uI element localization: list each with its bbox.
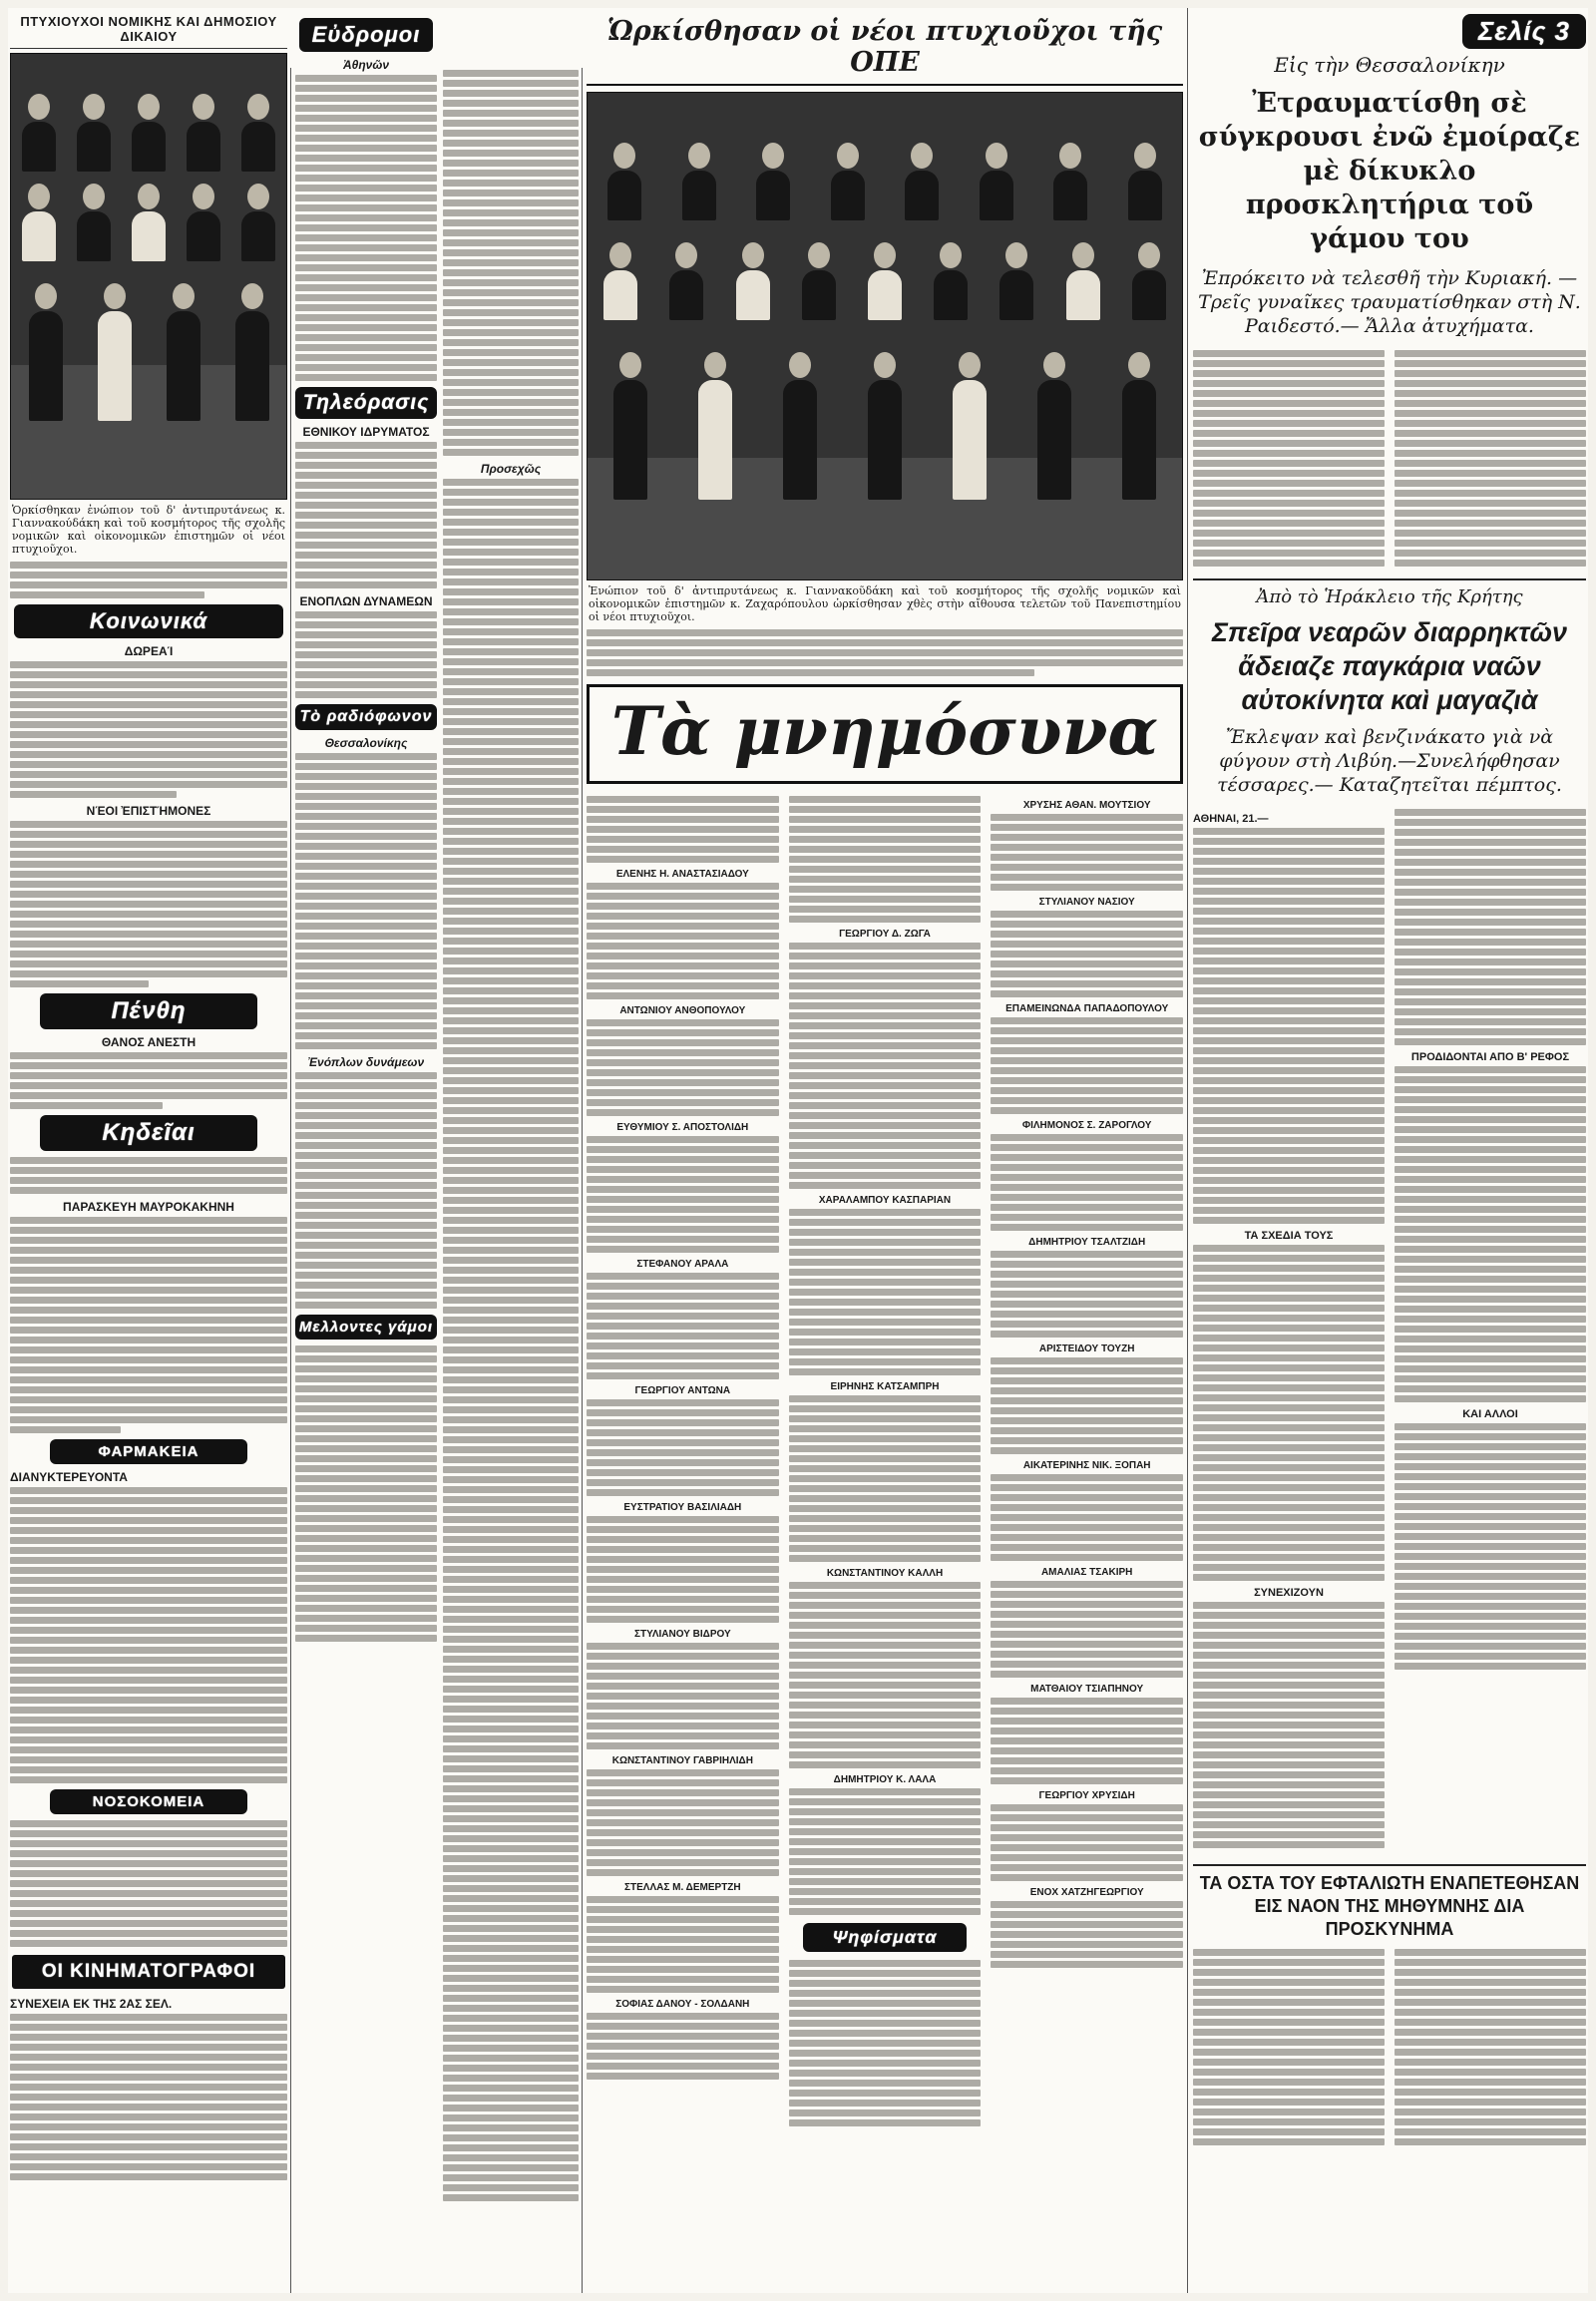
column-rule: [1187, 8, 1188, 2293]
center-photo-title: Ὡρκίσθησαν οἱ νέοι πτυχιοῦχοι τῆς ΟΠΕ: [587, 8, 1183, 86]
memorial-name: ΑΙΚΑΤΕΡΙΝΗΣ ΝΙΚ. ΞΟΠΑΗ: [1022, 1460, 1151, 1471]
column-third: [443, 68, 579, 2207]
column-rule: [290, 68, 291, 2293]
deck-burglars: Ἔκλεψαν καὶ βενζινάκατο γιὰ νὰ φύγουν στὴ Λιβύη.—Συνελήφθησαν τέσσαρες.— Καταζητεῖται πέμπτος.: [1217, 726, 1562, 796]
section-sub: Ἀθηνῶν: [342, 58, 390, 72]
subhead: ΠΡΟΔΙΔΟΝΤΑΙ ΑΠΟ Β' ΡΕΦΟΣ: [1410, 1051, 1570, 1063]
memorial-name: ΕΙΡΗΝΗΣ ΚΑΤΣΑΜΠΡΗ: [830, 1381, 940, 1392]
photo-caption-center: Ἐνώπιον τοῦ δ' ἀντιπρυτάνεως κ. Γιαννακοῦδάκη καὶ τοῦ κοσμήτορος τῆς σχολῆς νομικῶν καὶ οἰκονομικῶν ἐπιστημῶν κ. Ζαχαρόπουλου ὡρκίσθησαν χθὲς στὴν αἴθουσα τελετῶν τοῦ Πανεπιστημίου οἱ νέοι πτυχιοῦχοι.: [589, 584, 1181, 623]
section-sub: ΔΩΡΕΑΊ: [124, 644, 174, 658]
memorial-name: ΚΩΝΣΤΑΝΤΙΝΟΥ ΓΑΒΡΙΗΛΙΔΗ: [611, 1755, 753, 1766]
section-badge-nosokomeia: ΝΟΣΟΚΟΜΕΙΑ: [50, 1789, 247, 1814]
subhead: ΤΑ ΣΧΕΔΙΑ ΤΟΥΣ: [1244, 1230, 1334, 1242]
section-sub: Προσεχῶς: [480, 462, 542, 476]
memorials-column-a: [587, 794, 779, 2132]
memorial-name: ΑΜΑΛΙΑΣ ΤΣΑΚΙΡΗ: [1040, 1567, 1133, 1578]
section-sub: Ἐνόπλων δυνάμεων: [307, 1055, 425, 1069]
memorial-name: ΔΗΜΗΤΡΙΟΥ ΤΣΑΛΤΖΙΔΗ: [1028, 1237, 1146, 1248]
photo-caption-left: Ὁρκίσθηκαν ἐνώπιον τοῦ δ' ἀντιπρυτάνεως κ. Γιαννακούδάκη καὶ τοῦ κοσμήτορος τῆς σχολῆς νομικῶν καὶ οἰκονομικῶν ἐπιστημῶν οἱ νέοι πτυχιοῦχοι.: [12, 504, 285, 556]
section-badge-tileorasis: Τηλεόρασις: [295, 387, 437, 419]
section-badge-efdromoi: Εὐδρομοι: [299, 18, 433, 52]
page-number-badge: Σελίς 3: [1462, 14, 1586, 49]
section-badge-penthi: Πένθη: [40, 993, 257, 1029]
memorial-name: ΣΤΕΦΑΝΟΥ ΑΡΑΛΑ: [636, 1259, 729, 1270]
section-sub: ΕΝΟΠΛΩΝ ΔΥΝΑΜΕΩΝ: [299, 594, 433, 608]
section-sub: ΕΘΝΙΚΟΥ ΙΔΡΥΜΑΤΟΣ: [302, 425, 430, 439]
memorials-column-c: [991, 794, 1183, 2132]
column-left: [10, 8, 287, 2186]
section-badge-kinimatografoi: ΟΙ ΚΙΝΗΜΑΤΟΓΡΑΦΟΙ: [12, 1955, 285, 1989]
memorial-name: ΧΡΥΣΗΣ ΑΘΑΝ. ΜΟΥΤΣΙΟΥ: [1022, 800, 1151, 811]
memorial-name: ΕΥΣΤΡΑΤΙΟΥ ΒΑΣΙΛΙΑΔΗ: [623, 1502, 742, 1513]
deck-wedding-accident: Ἐπρόκειτο νὰ τελεσθῆ τὴν Κυριακή. — Τρεῖς γυναῖκες τραυματίσθηκαν στὴ Ν. Ραιδεστό.— Ἄλλα ἀτυχήματα.: [1198, 267, 1581, 337]
graduates-photo-left: [10, 53, 287, 500]
section-badge-koinonika: Κοινωνικά: [14, 604, 283, 638]
memorials-title: Τὰ μνημόσυνα: [587, 684, 1183, 784]
memorial-name: ΓΕΩΡΓΙΟΥ ΑΝΤΩΝΑ: [634, 1385, 731, 1396]
memorial-name: ΕΝΟΧ ΧΑΤΖΗΓΕΩΡΓΙΟΥ: [1029, 1887, 1144, 1898]
kicker-heraklion: Ἀπὸ τὸ Ἡράκλειο τῆς Κρήτης: [1256, 586, 1523, 607]
memorial-name: ΣΟΦΙΑΣ ΔΑΝΟΥ - ΣΟΛΔΑΝΗ: [615, 1999, 750, 2010]
right-block: [1193, 8, 1586, 2151]
center-block: [587, 8, 1183, 2132]
section-sub: Θεσσαλονίκης: [324, 736, 408, 750]
subhead: ΚΑΙ ΑΛΛΟΙ: [1462, 1408, 1518, 1420]
memorials-column-b: [789, 794, 982, 2132]
section-sub: ΘΑΝΟΣ ΑΝΕΣΤΗ: [101, 1035, 197, 1049]
subhead: ΣΥΝΕΧΙΖΟΥΝ: [1254, 1587, 1324, 1599]
memorial-name: ΕΠΑΜΕΙΝΩΝΔΑ ΠΑΠΑΔΟΠΟΥΛΟΥ: [1005, 1003, 1169, 1014]
col1-top-header: ΠΤΥΧΙΟΥΧΟΙ ΝΟΜΙΚΗΣ ΚΑΙ ΔΗΜΟΣΙΟΥ ΔΙΚΑΙΟΥ: [10, 8, 287, 49]
section-badge-psifismata: Ψηφίσματα: [803, 1923, 968, 1952]
memorial-name: ΣΤΥΛΙΑΝΟΥ ΝΑΣΙΟΥ: [1038, 897, 1135, 908]
section-badge-radiofono: Τὸ ραδιόφωνον: [295, 704, 437, 730]
memorial-name: ΓΕΩΡΓΙΟΥ Δ. ΖΩΓΑ: [839, 929, 931, 940]
memorial-name: ΓΕΩΡΓΙΟΥ ΧΡΥΣΙΔΗ: [1038, 1790, 1135, 1801]
kicker-thessaloniki: Εἰς τὴν Θεσσαλονίκην: [1274, 53, 1505, 77]
section-sub: ΣΥΝΕΧΕΙΑ ΕΚ ΤΗΣ 2ΑΣ ΣΕΛ.: [10, 1997, 173, 2011]
column-rule: [582, 68, 583, 2293]
memorial-name: ΧΑΡΑΛΑΜΠΟΥ ΚΑΣΠΑΡΙΑΝ: [818, 1195, 952, 1206]
memorial-name: ΜΑΤΘΑΙΟΥ ΤΣΙΑΠΗΝΟΥ: [1030, 1684, 1144, 1695]
section-badge-kideiai: Κηδεῖαι: [40, 1115, 257, 1151]
column-second: [295, 8, 437, 1648]
memorial-name: ΣΤΥΛΙΑΝΟΥ ΒΙΔΡΟΥ: [633, 1629, 731, 1640]
headline-eftaliotis: ΤΑ ΟΣΤΑ ΤΟΥ ΕΦΤΑΛΙΩΤΗ ΕΝΑΠΕΤΕΘΗΣΑΝ ΕΙΣ ΝΑΟΝ ΤΗΣ ΜΗΘΥΜΝΗΣ ΔΙΑ ΠΡΟΣΚΥΝΗΜΑ: [1199, 1873, 1580, 1939]
memorial-name: ΦΙΛΗΜΟΝΟΣ Σ. ΖΑΡΟΓΛΟΥ: [1021, 1120, 1152, 1131]
section-sub: ΠΑΡΑΣΚΕΥΗ ΜΑΥΡΟΚΑΚΗΝΗ: [63, 1200, 234, 1214]
memorial-name: ΕΛΕΝΗΣ Η. ΑΝΑΣΤΑΣΙΑΔΟΥ: [615, 869, 749, 880]
section-badge-farmakeia: ΦΑΡΜΑΚΕΙΑ: [50, 1439, 247, 1464]
memorial-name: ΕΥΘΥΜΙΟΥ Σ. ΑΠΟΣΤΟΛΙΔΗ: [616, 1122, 749, 1133]
memorial-name: ΣΤΕΛΛΑΣ Μ. ΔΕΜΕΡΤΖΗ: [624, 1882, 741, 1893]
newspaper-page: [8, 8, 1588, 2293]
memorial-name: ΑΡΙΣΤΕΙΔΟΥ ΤΟΥΖΗ: [1038, 1343, 1135, 1354]
memorial-name: ΚΩΝΣΤΑΝΤΙΝΟΥ ΚΑΛΛΗ: [826, 1568, 944, 1579]
memorial-name: ΑΝΤΩΝΙΟΥ ΑΝΘΟΠΟΥΛΟΥ: [619, 1005, 746, 1016]
memorial-name: ΔΗΜΗΤΡΙΟΥ Κ. ΛΑΛΑ: [833, 1774, 937, 1785]
headline-burglars: Σπεῖρα νεαρῶν διαρρηκτῶν ἄδειαζε παγκάρια ναῶν αὐτοκίνητα καὶ μαγαζιὰ: [1211, 617, 1568, 715]
section-sub: ΝΈΟΙ ἘΠΙΣΤΉΜΟΝΕΣ: [86, 804, 211, 818]
section-badge-mellontes-gamoi: Μελλοντες γάμοι: [295, 1315, 437, 1340]
section-sub: ΔΙΑΝΥΚΤΕΡΕΥΟΝΤΑ: [10, 1470, 128, 1484]
dateline: ΑΘΗΝΑΙ, 21.—: [1193, 813, 1269, 825]
headline-wedding-accident: Ἐτραυματίσθη σὲ σύγκρουσι ἐνῶ ἐμοίραζε μὲ δίκυκλο προσκλητήρια τοῦ γάμου του: [1198, 88, 1581, 254]
graduates-photo-center: [587, 92, 1183, 580]
